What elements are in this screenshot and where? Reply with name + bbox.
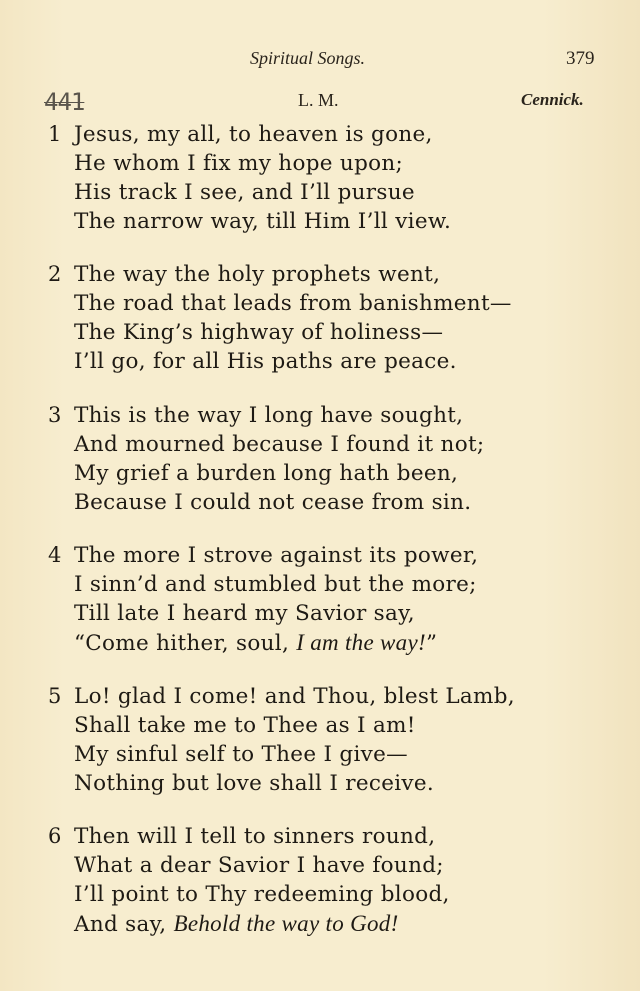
verse-line: Jesus, my all, to heaven is gone,: [74, 122, 433, 147]
verse-line: The way the holy prophets went,: [74, 262, 441, 287]
verse-line: Then will I tell to sinners round,: [74, 824, 436, 849]
verse-line: What a dear Savior I have found;: [74, 853, 444, 878]
verse-line: Shall take me to Thee as I am!: [74, 713, 416, 738]
hymn-author: Cennick.: [521, 90, 584, 109]
verse-line: The King’s highway of holiness—: [74, 320, 444, 345]
stanza-lines: [74, 120, 451, 236]
verse-line: Nothing but love shall I receive.: [74, 771, 435, 796]
verse-line: Till late I heard my Savior say,: [74, 601, 415, 626]
stanza-number: 5: [48, 684, 62, 708]
verse-line: The road that leads from banishment—: [74, 291, 512, 316]
closing-quote: ”: [425, 631, 438, 656]
stanza-lines: [74, 822, 450, 939]
verse-line: The narrow way, till Him I’ll view.: [74, 209, 452, 234]
verse-line: His track I see, and I’ll pursue: [74, 180, 415, 205]
verse-line: My sinful self to Thee I give—: [74, 742, 408, 767]
verse-line-text: “Come hither, soul,: [74, 631, 297, 656]
running-title: Spiritual Songs.: [250, 48, 366, 68]
verse-line: My grief a burden long hath been,: [74, 461, 459, 486]
verse-line-text: And say,: [74, 912, 174, 937]
hymn-number: 441: [44, 88, 85, 116]
verse-line: I’ll point to Thy redeeming blood,: [74, 882, 450, 907]
stanza-number: 4: [48, 543, 62, 567]
stanza-lines: [74, 682, 515, 798]
hymn-meter: L. M.: [298, 90, 339, 110]
page-number: 379: [566, 48, 595, 69]
verse-line: Because I could not cease from sin.: [74, 490, 472, 515]
hymn-header: [0, 88, 640, 116]
emphasized-phrase: Behold the way to God!: [173, 911, 399, 936]
stanza-lines: [74, 260, 512, 376]
verse-line: And mourned because I found it not;: [74, 432, 485, 457]
stanza-number: 2: [48, 262, 62, 286]
stanza-number: 6: [48, 824, 62, 848]
verse-line: I sinn’d and stumbled but the more;: [74, 572, 477, 597]
running-head: [0, 48, 640, 72]
verse-line: This is the way I long have sought,: [74, 403, 464, 428]
verse-line: The more I strove against its power,: [74, 543, 479, 568]
verse-line: I’ll go, for all His paths are peace.: [74, 349, 457, 374]
verse-line: Lo! glad I come! and Thou, blest Lamb,: [74, 684, 515, 709]
stanza-lines: [74, 541, 478, 658]
verse-line: He whom I fix my hope upon;: [74, 151, 404, 176]
stanza-number: 3: [48, 403, 62, 427]
verse-line: [74, 628, 478, 658]
verse-line: [74, 909, 450, 939]
stanza-number: 1: [48, 122, 62, 146]
stanza-lines: [74, 401, 484, 517]
emphasized-phrase: I am the way!: [296, 630, 426, 655]
